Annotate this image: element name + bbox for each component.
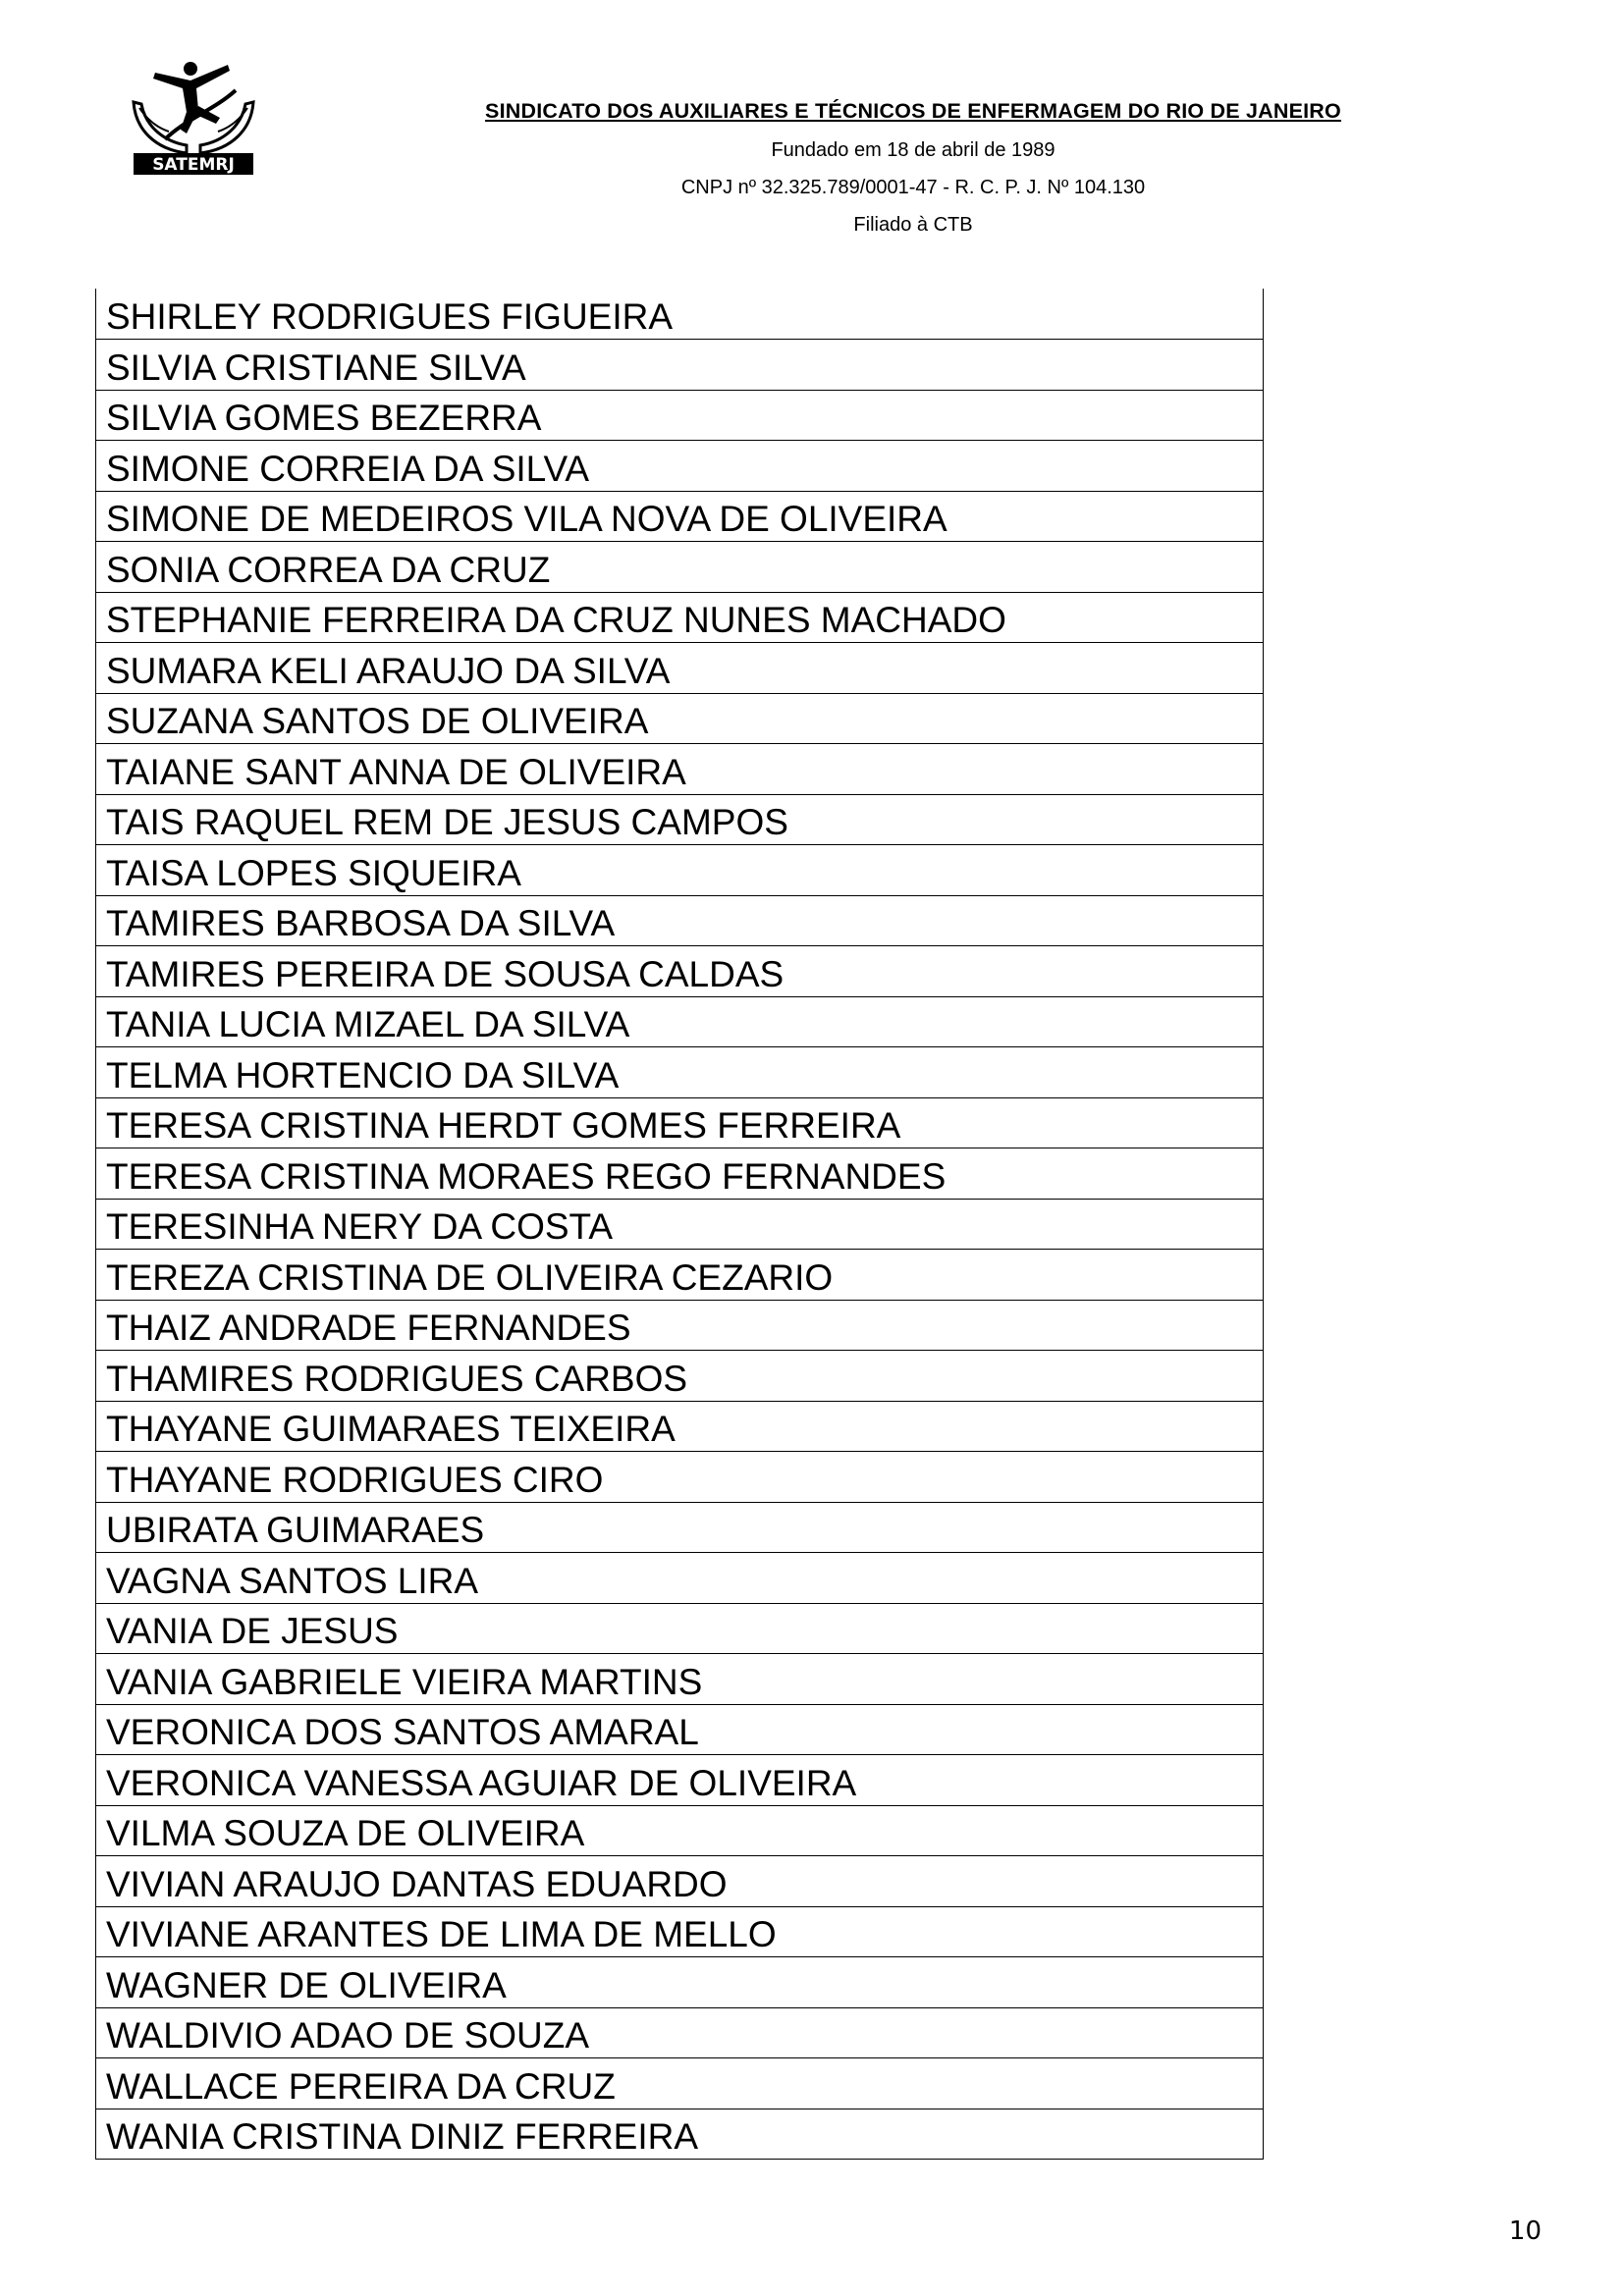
name-cell: SHIRLEY RODRIGUES FIGUEIRA bbox=[96, 289, 1264, 340]
name-cell: WALLACE PEREIRA DA CRUZ bbox=[96, 2058, 1264, 2109]
names-table bbox=[95, 289, 1264, 2160]
page-number: 10 bbox=[1508, 2216, 1542, 2246]
logo-label: SATEMRJ bbox=[152, 155, 235, 175]
table-row bbox=[96, 2007, 1264, 2058]
name-cell: TAMIRES BARBOSA DA SILVA bbox=[96, 895, 1264, 946]
founded-line: Fundado em 18 de abril de 1989 bbox=[771, 139, 1056, 161]
table-row bbox=[96, 1755, 1264, 1806]
name-cell: TAISA LOPES SIQUEIRA bbox=[96, 845, 1264, 896]
name-cell: TELMA HORTENCIO DA SILVA bbox=[96, 1047, 1264, 1098]
organization-name: SINDICATO DOS AUXILIARES E TÉCNICOS DE ENFERMAGEM DO RIO DE JANEIRO bbox=[485, 99, 1341, 123]
table-row bbox=[96, 2109, 1264, 2160]
name-cell: UBIRATA GUIMARAES bbox=[96, 1502, 1264, 1553]
table-row bbox=[96, 592, 1264, 643]
table-row bbox=[96, 390, 1264, 441]
name-cell: SONIA CORREA DA CRUZ bbox=[96, 542, 1264, 593]
table-row bbox=[96, 441, 1264, 492]
table-row bbox=[96, 1906, 1264, 1957]
table-row bbox=[96, 1401, 1264, 1452]
union-logo bbox=[126, 51, 261, 177]
name-cell: SIMONE CORREIA DA SILVA bbox=[96, 441, 1264, 492]
name-cell: SIMONE DE MEDEIROS VILA NOVA DE OLIVEIRA bbox=[96, 491, 1264, 542]
table-row bbox=[96, 1654, 1264, 1705]
name-cell: WALDIVIO ADAO DE SOUZA bbox=[96, 2007, 1264, 2058]
name-cell: TEREZA CRISTINA DE OLIVEIRA CEZARIO bbox=[96, 1250, 1264, 1301]
name-cell: VIVIANE ARANTES DE LIMA DE MELLO bbox=[96, 1906, 1264, 1957]
name-cell: SILVIA GOMES BEZERRA bbox=[96, 390, 1264, 441]
table-row bbox=[96, 1704, 1264, 1755]
table-row bbox=[96, 1300, 1264, 1351]
table-row bbox=[96, 693, 1264, 744]
table-row bbox=[96, 1603, 1264, 1654]
name-cell: WANIA CRISTINA DINIZ FERREIRA bbox=[96, 2109, 1264, 2160]
table-row bbox=[96, 1351, 1264, 1402]
table-row bbox=[96, 1452, 1264, 1503]
table-row bbox=[96, 1502, 1264, 1553]
name-cell: VILMA SOUZA DE OLIVEIRA bbox=[96, 1805, 1264, 1856]
names-table-container bbox=[95, 289, 1264, 2160]
table-row bbox=[96, 744, 1264, 795]
name-cell: SUZANA SANTOS DE OLIVEIRA bbox=[96, 693, 1264, 744]
name-cell: VAGNA SANTOS LIRA bbox=[96, 1553, 1264, 1604]
table-row bbox=[96, 1856, 1264, 1907]
table-row bbox=[96, 2058, 1264, 2109]
name-cell: TAIS RAQUEL REM DE JESUS CAMPOS bbox=[96, 794, 1264, 845]
table-row bbox=[96, 845, 1264, 896]
letterhead bbox=[373, 94, 1453, 243]
table-row bbox=[96, 1805, 1264, 1856]
name-cell: STEPHANIE FERREIRA DA CRUZ NUNES MACHADO bbox=[96, 592, 1264, 643]
name-cell: TERESA CRISTINA HERDT GOMES FERREIRA bbox=[96, 1097, 1264, 1148]
name-cell: TANIA LUCIA MIZAEL DA SILVA bbox=[96, 996, 1264, 1047]
name-cell: TERESINHA NERY DA COSTA bbox=[96, 1199, 1264, 1250]
name-cell: TAMIRES PEREIRA DE SOUSA CALDAS bbox=[96, 946, 1264, 997]
name-cell: VIVIAN ARAUJO DANTAS EDUARDO bbox=[96, 1856, 1264, 1907]
table-row bbox=[96, 1250, 1264, 1301]
names-table-body bbox=[96, 289, 1264, 2160]
name-cell: VANIA DE JESUS bbox=[96, 1603, 1264, 1654]
name-cell: VANIA GABRIELE VIEIRA MARTINS bbox=[96, 1654, 1264, 1705]
table-row bbox=[96, 1553, 1264, 1604]
name-cell: WAGNER DE OLIVEIRA bbox=[96, 1957, 1264, 2008]
registration-line: CNPJ nº 32.325.789/0001-47 - R. C. P. J. Nº 104.130 bbox=[680, 177, 1146, 198]
table-row bbox=[96, 996, 1264, 1047]
affiliation-line: Filiado à CTB bbox=[853, 214, 973, 236]
name-cell: TAIANE SANT ANNA DE OLIVEIRA bbox=[96, 744, 1264, 795]
name-cell: SILVIA CRISTIANE SILVA bbox=[96, 340, 1264, 391]
table-row bbox=[96, 542, 1264, 593]
table-row bbox=[96, 794, 1264, 845]
table-row bbox=[96, 1957, 1264, 2008]
name-cell: SUMARA KELI ARAUJO DA SILVA bbox=[96, 643, 1264, 694]
table-row bbox=[96, 1199, 1264, 1250]
table-row bbox=[96, 1148, 1264, 1200]
name-cell: THAYANE RODRIGUES CIRO bbox=[96, 1452, 1264, 1503]
table-row bbox=[96, 895, 1264, 946]
name-cell: TERESA CRISTINA MORAES REGO FERNANDES bbox=[96, 1148, 1264, 1200]
table-row bbox=[96, 1047, 1264, 1098]
table-row bbox=[96, 491, 1264, 542]
name-cell: THAYANE GUIMARAES TEIXEIRA bbox=[96, 1401, 1264, 1452]
name-cell: VERONICA VANESSA AGUIAR DE OLIVEIRA bbox=[96, 1755, 1264, 1806]
name-cell: THAIZ ANDRADE FERNANDES bbox=[96, 1300, 1264, 1351]
table-row bbox=[96, 1097, 1264, 1148]
table-row bbox=[96, 643, 1264, 694]
table-row bbox=[96, 340, 1264, 391]
name-cell: VERONICA DOS SANTOS AMARAL bbox=[96, 1704, 1264, 1755]
name-cell: THAMIRES RODRIGUES CARBOS bbox=[96, 1351, 1264, 1402]
table-row bbox=[96, 946, 1264, 997]
table-row bbox=[96, 289, 1264, 340]
